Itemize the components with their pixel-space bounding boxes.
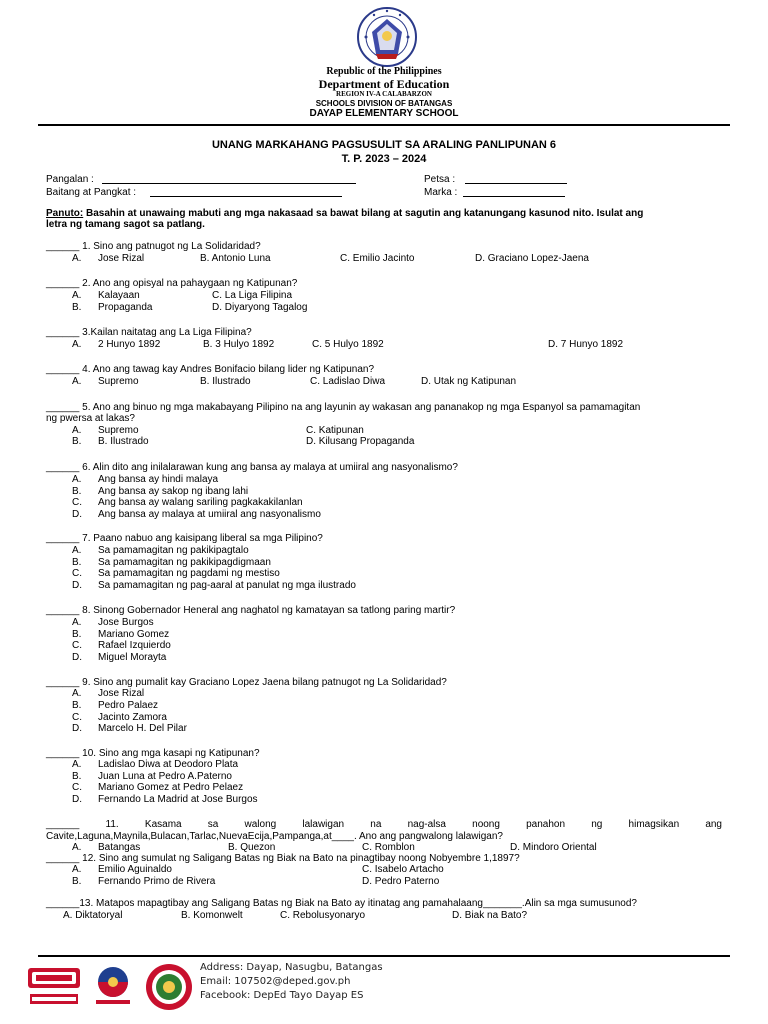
date-field[interactable] [465,183,567,184]
question-12: ______ 12. Sino ang sumulat ng Saligang Batas ng Biak na Bato na pinagtibay noong Nobyembre 1,1897? [46,853,520,864]
instructions-label: Panuto: [46,208,84,219]
choice-a: Ang bansa ay hindi malaya [98,474,219,485]
choice-c: Jacinto Zamora [98,712,167,723]
choice-letter: A. [72,545,82,556]
grade-section-field[interactable] [150,196,342,197]
choice-a: Supremo [98,425,139,436]
choice-b: B. Komonwelt [181,910,243,921]
choice-b: B. Ilustrado [200,376,251,387]
header-divider [38,124,730,126]
choice-b: Pedro Palaez [98,700,159,711]
choice-c: Rafael Izquierdo [98,640,171,651]
choice-b: Mariano Gomez [98,629,170,640]
choice-d: D. Mindoro Oriental [510,842,597,853]
choice-letter: B. [72,876,82,887]
choice-letter: C. [72,782,82,793]
choice-d: D. Pedro Paterno [362,876,440,887]
choice-letter: D. [72,509,82,520]
question-10: ______ 10. Sino ang mga kasapi ng Katipunan? [46,748,260,759]
footer-email: Email: 107502@deped.gov.ph [200,976,351,987]
choice-d: D. Utak ng Katipunan [421,376,517,387]
question-2: ______ 2. Ano ang opisyal na pahaygaan ng Katipunan? [46,278,298,289]
choice-letter: B. [72,700,82,711]
choice-d: D. Diyaryong Tagalog [212,302,308,313]
choice-letter: C. [72,497,82,508]
score-label: Marka : [424,187,458,198]
choice-b: Fernando Primo de Rivera [98,876,216,887]
choice-c: C. Ladislao Diwa [310,376,386,387]
choice-c: C. Romblon [362,842,415,853]
choice-a: 2 Hunyo 1892 [98,339,161,350]
choice-c: C. Katipunan [306,425,364,436]
choice-letter: B. [72,436,82,447]
choice-a: Jose Burgos [98,617,154,628]
choice-a: Ladislao Diwa at Deodoro Plata [98,759,239,770]
choice-letter: B. [72,771,82,782]
region-line: REGION IV-A CALABARZON [336,90,432,98]
choice-letter: A. [72,290,82,301]
choice-b: B. 3 Hulyo 1892 [203,339,275,350]
choice-c: C. Rebolusyonaryo [280,910,366,921]
choice-letter: A. [72,376,82,387]
choice-letter: B. [72,302,82,313]
school-name: DAYAP ELEMENTARY SCHOOL [309,108,459,119]
question-11: ______ 11. Kasama sa walong lalawigan na nag-alsa noong panahon ng himagsikan ang [46,819,722,830]
choice-a: Sa pamamagitan ng pakikipagtalo [98,545,249,556]
republic-line: Republic of the Philippines [326,66,442,77]
footer-divider [38,955,730,957]
choice-d: D. 7 Hunyo 1892 [548,339,624,350]
choice-a: A. Diktatoryal [63,910,123,921]
choice-b: Ang bansa ay sakop ng ibang lahi [98,486,249,497]
division-line: SCHOOLS DIVISION OF BATANGAS [315,99,453,108]
choice-c: Sa pamamagitan ng pagdami ng mestiso [98,568,280,579]
choice-letter: D. [72,580,82,591]
question-6: ______ 6. Alin dito ang inilalarawan kung ang bansa ay malaya at umiiral ang nasyonalismo? [46,462,458,473]
choice-d: Fernando La Madrid at Jose Burgos [98,794,258,805]
department-line: Department of Education [318,77,450,91]
grade-section-label: Baitang at Pangkat : [46,187,137,198]
choice-d: D. Kilusang Propaganda [306,436,415,447]
name-field[interactable] [102,183,356,184]
exam-title: UNANG MARKAHANG PAGSUSULIT SA ARALING PANLIPUNAN 6 [211,139,557,151]
choice-b: Juan Luna at Pedro A.Paterno [98,771,232,782]
question-11-cont: Cavite,Laguna,Maynila,Bulacan,Tarlac,NuevaEcija,Pampanga,at____. Ano ang pangwalong lalawigan? [46,831,503,842]
question-1: ______ 1. Sino ang patnugot ng La Solidaridad? [46,241,261,252]
choice-a: Jose Rizal [98,688,145,699]
question-7: ______ 7. Paano nabuo ang kaisipang liberal sa mga Pilipino? [46,533,323,544]
choice-d: D. Biak na Bato? [452,910,528,921]
question-4: ______ 4. Ano ang tawag kay Andres Bonifacio bilang lider ng Katipunan? [46,364,375,375]
question-8: ______ 8. Sinong Gobernador Heneral ang naghatol ng kamatayan sa tatlong paring martir? [46,605,456,616]
choice-letter: B. [72,629,82,640]
question-5: ______ 5. Ano ang binuo ng mga makabayang Pilipino na ang layunin ay wakasan ang pananakop ng mga Espanyol sa pamamagitan [46,402,641,413]
choice-c: Ang bansa ay walang sariling pagkakakilanlan [98,497,303,508]
date-label: Petsa : [424,174,456,185]
choice-d: Ang bansa ay malaya at umiiral ang nasyonalismo [98,509,321,520]
choice-letter: C. [72,712,82,723]
bagong-pilipinas-logo [90,962,136,1008]
choice-b: B. Quezon [228,842,276,853]
choice-a: Jose Rizal [98,253,145,264]
choice-letter: A. [72,339,82,350]
choice-a: Kalayaan [98,290,140,301]
question-13: ______13. Matapos mapagtibay ang Saligang Batas ng Biak na Bato ay itinatag ang pamahalaang_______.Alin sa mga sumusunod? [46,898,637,909]
school-year: T. P. 2023 – 2024 [341,153,427,165]
choice-letter: A. [72,617,82,628]
choice-c: C. Emilio Jacinto [340,253,415,264]
name-label: Pangalan : [46,174,94,185]
score-field[interactable] [463,196,565,197]
choice-letter: D. [72,794,82,805]
question-3: ______ 3.Kailan naitatag ang La Liga Filipina? [46,327,252,338]
question-5-cont: ng pwersa at lakas? [46,413,135,424]
choice-letter: A. [72,864,82,875]
choice-d: Sa pamamagitan ng pag-aaral at panulat ng mga ilustrado [98,580,356,591]
choice-c: C. 5 Hulyo 1892 [312,339,384,350]
choice-b: Propaganda [98,302,153,313]
instructions [46,208,643,219]
choice-d: Marcelo H. Del Pilar [98,723,187,734]
choice-b: Sa pamamagitan ng pakikipagdigmaan [98,557,271,568]
choice-d: D. Graciano Lopez-Jaena [475,253,589,264]
choice-letter: A. [72,425,82,436]
choice-letter: C. [72,640,82,651]
choice-letter: A. [72,688,82,699]
choice-letter: B. [72,557,82,568]
instructions-text-2: letra ng tamang sagot sa patlang. [46,219,205,230]
choice-b: B. Ilustrado [98,436,149,447]
choice-d: Miguel Morayta [98,652,167,663]
footer-address: Address: Dayap, Nasugbu, Batangas [200,962,383,973]
choice-a: Batangas [98,842,141,853]
question-9: ______ 9. Sino ang pumalit kay Graciano Lopez Jaena bilang patnugot ng La Solidaridad? [46,677,447,688]
choice-c: C. Isabelo Artacho [362,864,444,875]
choice-c: Mariano Gomez at Pedro Pelaez [98,782,244,793]
school-logo [144,962,194,1012]
choice-letter: A. [72,759,82,770]
instructions-text-1: Basahin at unawaing mabuti ang mga nakasaad sa bawat bilang at sagutin ang katanungang kasunod nito. Isulat ang [83,208,644,219]
choice-a: Emilio Aguinaldo [98,864,172,875]
deped-matatag-logo [26,964,82,1010]
choice-letter: A. [72,842,82,853]
choice-letter: D. [72,652,82,663]
choice-letter: C. [72,568,82,579]
deped-seal-logo [354,6,420,68]
footer-facebook: Facebook: DepEd Tayo Dayap ES [200,990,364,1001]
choice-b: B. Antonio Luna [200,253,271,264]
choice-c: C. La Liga Filipina [212,290,293,301]
choice-letter: A. [72,474,82,485]
choice-letter: B. [72,486,82,497]
choice-letter: D. [72,723,82,734]
choice-a: Supremo [98,376,139,387]
choice-letter: A. [72,253,82,264]
